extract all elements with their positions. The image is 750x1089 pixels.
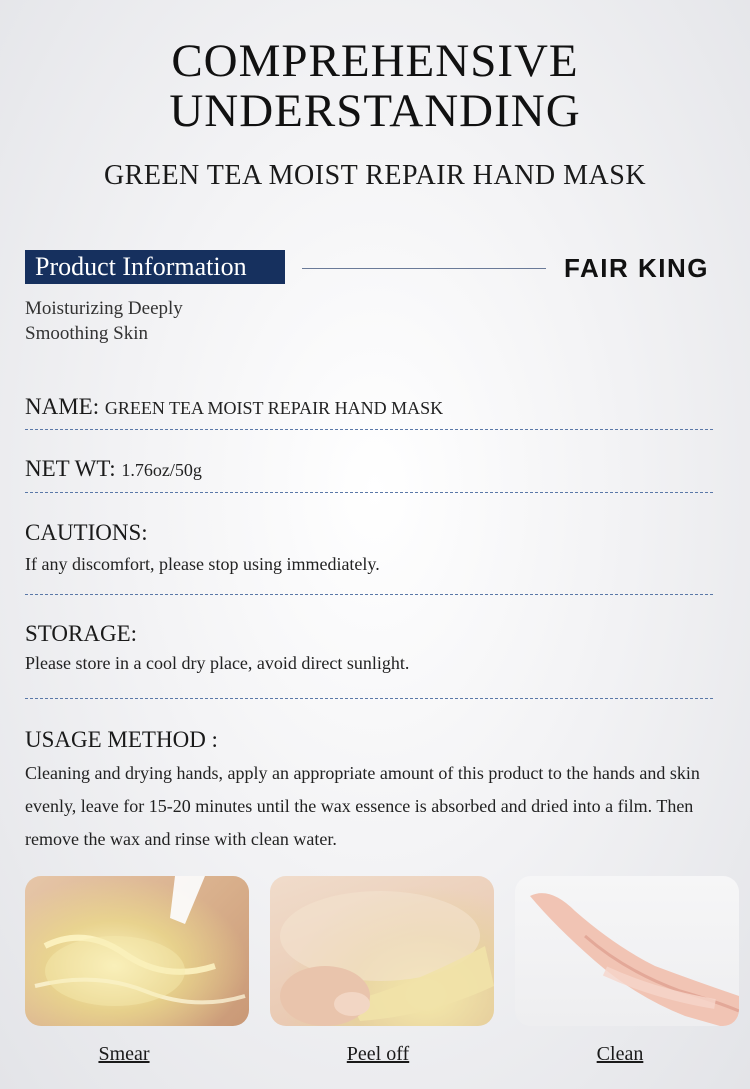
tagline-line-1: Moisturizing Deeply xyxy=(25,298,183,319)
usage-field xyxy=(25,727,713,856)
page-title xyxy=(0,36,750,136)
usage-text: Cleaning and drying hands, apply an appropriate amount of this product to the hands and skin evenly, leave for 15-20 minutes until the wax essence is absorbed and dried into a film. Then remove the wax and rinse with clean water. xyxy=(25,763,700,849)
title-line-1: COMPREHENSIVE xyxy=(171,35,579,87)
name-label: NAME: xyxy=(25,394,100,419)
peel-off-step-photo xyxy=(270,876,494,1026)
net-weight-field xyxy=(25,456,713,482)
banner-divider-line xyxy=(302,268,546,269)
smear-illustration xyxy=(25,876,249,1026)
cautions-text: If any discomfort, please stop using immediately. xyxy=(25,554,380,574)
clean-step-photo xyxy=(515,876,739,1026)
storage-text: Please store in a cool dry place, avoid direct sunlight. xyxy=(25,653,410,673)
divider-3 xyxy=(25,594,713,595)
storage-field xyxy=(25,621,713,674)
step-label-peel-off: Peel off xyxy=(346,1043,410,1065)
tagline xyxy=(25,296,183,346)
name-value: GREEN TEA MOIST REPAIR HAND MASK xyxy=(104,398,444,418)
title-line-2: UNDERSTANDING xyxy=(169,85,581,137)
clean-hands-illustration xyxy=(515,876,739,1026)
step-label-smear: Smear xyxy=(98,1043,150,1065)
net-weight-value: 1.76oz/50g xyxy=(121,460,202,480)
cautions-field xyxy=(25,520,713,575)
cautions-label: CAUTIONS: xyxy=(25,520,148,545)
divider-2 xyxy=(25,492,713,493)
net-weight-label: NET WT: xyxy=(25,456,116,481)
peel-off-illustration xyxy=(270,876,494,1026)
tagline-line-2: Smoothing Skin xyxy=(25,323,148,344)
smear-step-photo xyxy=(25,876,249,1026)
name-field xyxy=(25,394,713,420)
product-information-banner: Product Information xyxy=(25,250,285,284)
brand-logo-text: FAIR KING xyxy=(564,253,709,283)
product-subtitle: GREEN TEA MOIST REPAIR HAND MASK xyxy=(103,160,647,191)
divider-1 xyxy=(25,429,713,430)
usage-label: USAGE METHOD : xyxy=(25,727,218,752)
divider-4 xyxy=(25,698,713,699)
storage-label: STORAGE: xyxy=(25,621,138,646)
step-label-clean: Clean xyxy=(596,1043,644,1065)
